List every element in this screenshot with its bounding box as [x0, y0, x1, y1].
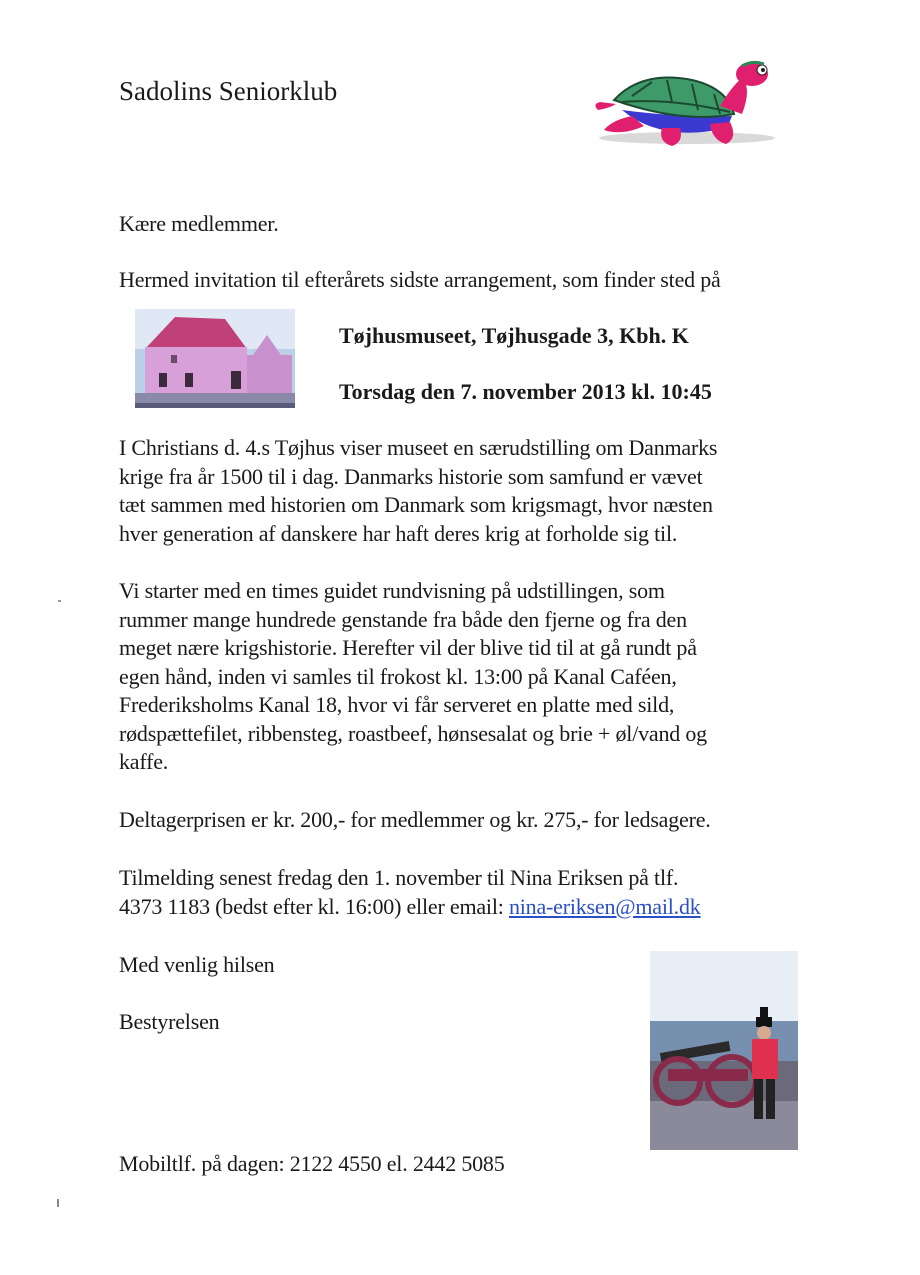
paragraph-line: meget nære krigshistorie. Herefter vil der blive tid til at gå rundt på — [119, 635, 697, 660]
paragraph-line: Frederiksholms Kanal 18, hvor vi får serveret en platte med sild, — [119, 692, 675, 717]
paragraph-program — [119, 577, 819, 777]
paragraph-line: rødspættefilet, ribbensteg, roastbeef, hønsesalat og brie + øl/vand og — [119, 720, 707, 746]
museum-building-photo — [135, 309, 295, 408]
paragraph-line: kaffe. — [119, 749, 169, 774]
paragraph-line: I Christians d. 4.s Tøjhus viser museet en særudstilling om Danmarks — [119, 435, 718, 460]
cannon-soldier-photo — [650, 951, 798, 1150]
turtle-logo-icon — [592, 58, 782, 158]
paragraph-line: hver generation af danskere har haft deres krig at forholde sig til. — [119, 520, 678, 546]
price-line: Deltagerprisen er kr. 200,- for medlemmer og kr. 275,- for ledsagere. — [119, 807, 711, 832]
signature: Bestyrelsen — [119, 1009, 220, 1034]
mobile-phone-line: Mobiltlf. på dagen: 2122 4550 el. 2442 5085 — [119, 1151, 505, 1176]
signup-line-2 — [119, 893, 819, 922]
signup-paragraph — [119, 864, 819, 921]
signup-line: Tilmelding senest fredag den 1. november til Nina Eriksen på tlf. — [119, 865, 679, 890]
club-name: Sadolins Seniorklub — [119, 76, 338, 106]
paragraph-line: tæt sammen med historien om Danmark som krigsmagt, hvor næsten — [119, 492, 713, 517]
paragraph-line: krige fra år 1500 til i dag. Danmarks historie som samfund er vævet — [119, 463, 703, 489]
paragraph-exhibition — [119, 434, 819, 548]
paragraph-line: rummer mange hundrede genstande fra både den fjerne og fra den — [119, 606, 687, 632]
paragraph-line: egen hånd, inden vi samles til frokost kl. 13:00 på Kanal Caféen, — [119, 663, 677, 689]
scan-speck — [58, 600, 61, 602]
scan-speck — [57, 1199, 59, 1207]
paragraph-line: Vi starter med en times guidet rundvisning på udstillingen, som — [119, 578, 665, 603]
closing-regards: Med venlig hilsen — [119, 952, 275, 977]
greeting: Kære medlemmer. — [119, 211, 279, 236]
venue-heading: Tøjhusmuseet, Tøjhusgade 3, Kbh. K — [339, 323, 689, 348]
email-link[interactable]: nina-eriksen@mail.dk — [508, 893, 701, 919]
event-date: Torsdag den 7. november 2013 kl. 10:45 — [339, 379, 712, 404]
intro-line: Hermed invitation til efterårets sidste arrangement, som finder sted på — [119, 267, 721, 292]
signup-phone-text: 4373 1183 (bedst efter kl. 16:00) eller email: — [119, 893, 509, 919]
